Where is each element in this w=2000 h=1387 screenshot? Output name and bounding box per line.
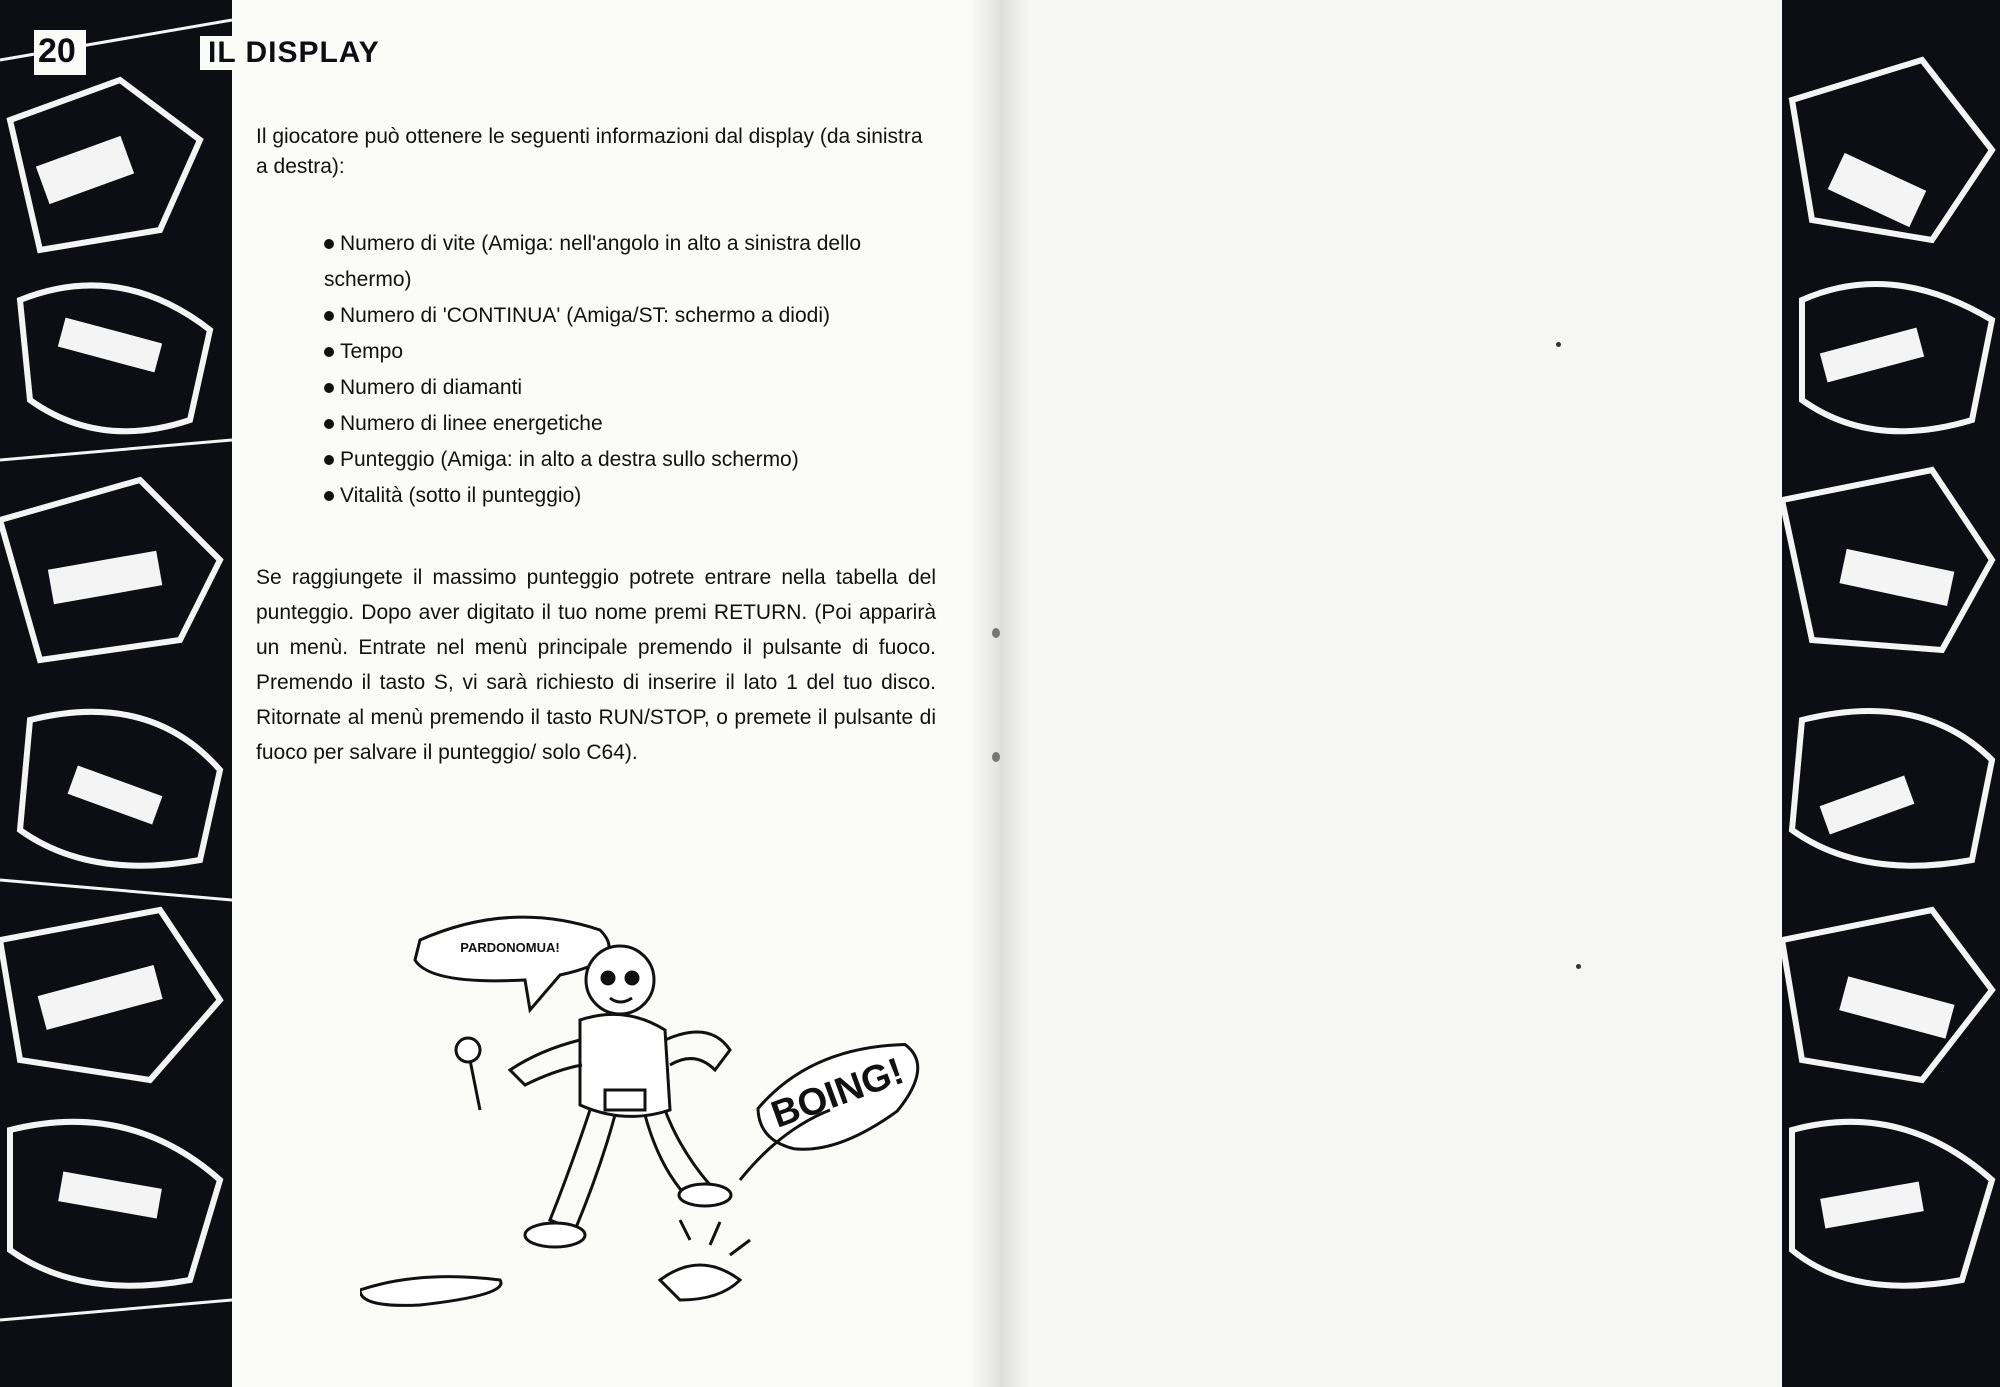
list-item: Numero di 'CONTINUA' (Amiga/ST: schermo a diodi)	[324, 298, 936, 334]
page-number: 20	[34, 30, 86, 75]
list-item: Tempo	[324, 334, 936, 370]
speech-bubble-text: PARDONOMUA!	[460, 940, 560, 955]
bullet-icon	[324, 419, 334, 429]
page-gutter	[970, 0, 1030, 1387]
left-comic-art-strip	[0, 0, 232, 1387]
ink-speck	[1556, 342, 1561, 347]
highscore-paragraph: Se raggiungete il massimo punteggio potrete entrare nella tabella del punteggio. Dopo aver digitato il tuo nome premi RETURN. (Poi apparirà un menù. Entrate nel menù principale premendo il pulsante di fuoco. Premendo il tasto S, vi sarà richiesto di inserire il lato 1 del tuo disco. Ritornate al menù premendo il tasto RUN/STOP, o premete il pulsante di fuoco per salvare il punteggio/ solo C64).	[256, 566, 936, 764]
bullet-icon	[324, 239, 334, 249]
ink-speck	[1576, 964, 1581, 969]
bullet-icon	[324, 347, 334, 357]
page-title: IL DISPLAY	[200, 36, 388, 70]
right-comic-art-strip	[1782, 0, 2000, 1387]
staple-hole	[992, 752, 1000, 762]
list-item: Vitalità (sotto il punteggio)	[324, 478, 936, 514]
list-item: Numero di linee energetiche	[324, 406, 936, 442]
list-item: Punteggio (Amiga: in alto a destra sullo schermo)	[324, 442, 936, 478]
robot-comic-illustration-right	[1782, 0, 2000, 1387]
bullet-icon	[324, 311, 334, 321]
list-item: Numero di diamanti	[324, 370, 936, 406]
left-page-body	[256, 122, 936, 770]
display-info-list	[324, 226, 936, 514]
robot-cartoon-illustration	[360, 900, 960, 1340]
robot-comic-illustration-left	[0, 0, 232, 1387]
bullet-icon	[324, 491, 334, 501]
bullet-icon	[324, 383, 334, 393]
show-through-ghost	[1100, 120, 1720, 1320]
staple-hole	[992, 628, 1000, 638]
list-item: Numero di vite (Amiga: nell'angolo in alto a sinistra dello schermo)	[324, 232, 862, 291]
sound-effect-text: BOING!	[765, 1050, 910, 1137]
bullet-icon	[324, 455, 334, 465]
intro-text: Il giocatore può ottenere le seguenti informazioni dal display (da sinistra a destra):	[256, 125, 923, 178]
